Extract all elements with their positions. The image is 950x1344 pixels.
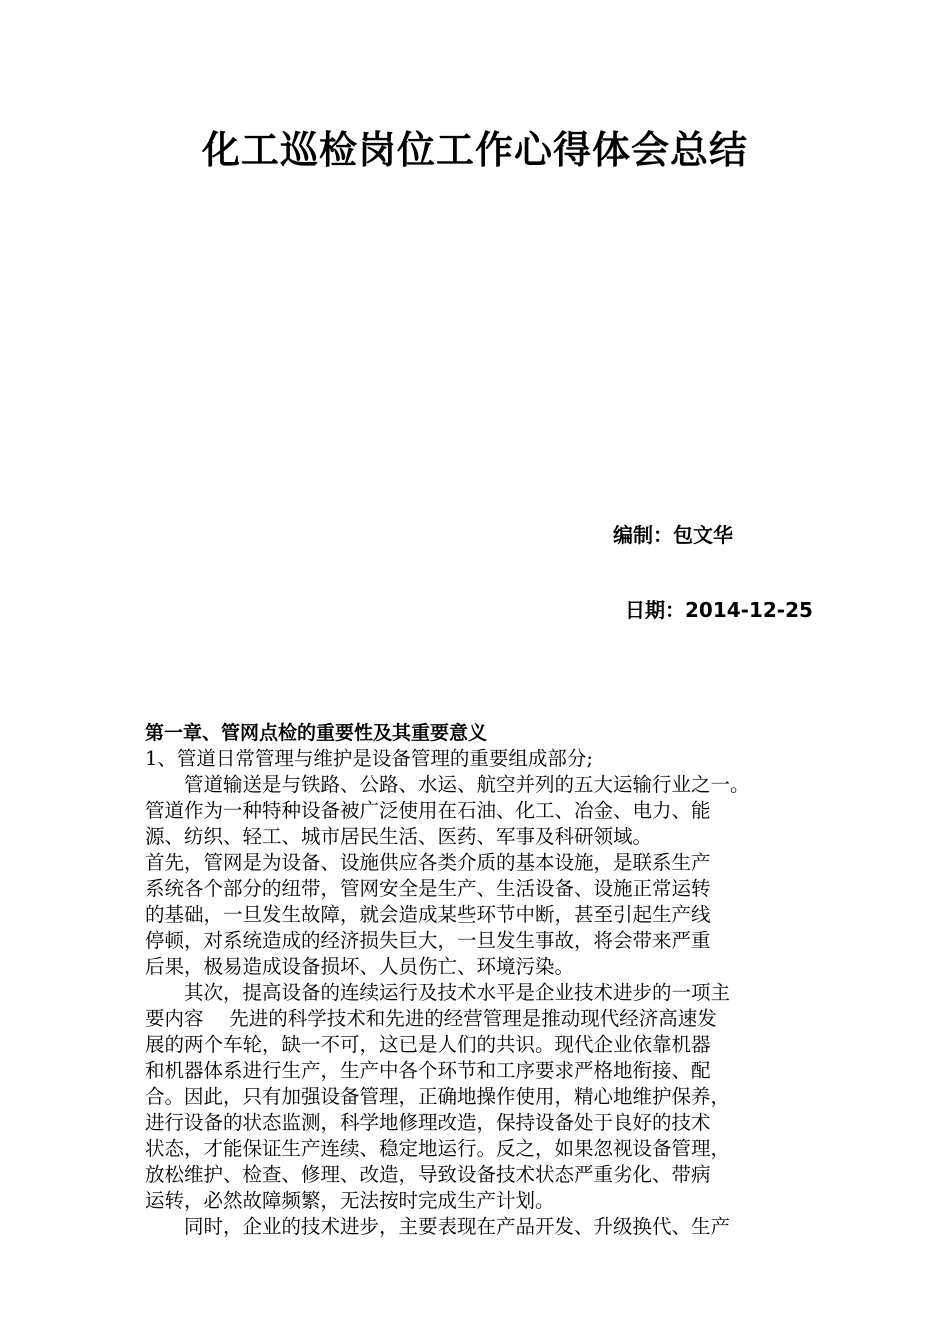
body-line: 合。因此，只有加强设备管理，正确地操作使用，精心地维护保养， [145,1085,731,1108]
body-line: 运转，必然故障频繁，无法按时完成生产计划。 [145,1189,555,1212]
body-line: 放松维护、检查、修理、改造，导致设备技术状态严重劣化、带病 [145,1163,711,1186]
body-line: 的基础，一旦发生故障，就会造成某些环节中断，甚至引起生产线 [145,903,711,926]
body-line: 管道输送是与铁路、公路、水运、航空并列的五大运输行业之一。 [145,773,750,796]
author-line: 编制：包文华 [613,523,733,547]
body-text [145,720,810,1240]
body-line: 和机器体系进行生产，生产中各个环节和工序要求严格地衔接、配 [145,1059,711,1082]
body-line: 首先，管网是为设备、设施供应各类介质的基本设施，是联系生产 [145,851,711,874]
body-line: 其次，提高设备的连续运行及技术水平是企业技术进步的一项主 [145,981,731,1004]
body-line: 1、管道日常管理与维护是设备管理的重要组成部分; [145,747,593,770]
body-line: 后果，极易造成设备损坏、人员伤亡、环境污染。 [145,955,575,978]
document-title: 化工巡检岗位工作心得体会总结 [201,128,748,172]
body-line: 系统各个部分的纽带，管网安全是生产、生活设备、设施正常运转 [145,877,711,900]
body-line: 要内容 先进的科学技术和先进的经营管理是推动现代经济高速发 [145,1007,717,1030]
body-line: 停顿，对系统造成的经济损失巨大，一旦发生事故，将会带来严重 [145,929,711,952]
chapter-heading: 第一章、管网点检的重要性及其重要意义 [145,722,488,744]
date-line: 日期：2014-12-25 [625,598,813,622]
body-line: 同时，企业的技术进步，主要表现在产品开发、升级换代、生产 [145,1215,731,1238]
body-line: 展的两个车轮，缺一不可，这已是人们的共识。现代企业依靠机器 [145,1033,711,1056]
body-line: 进行设备的状态监测，科学地修理改造，保持设备处于良好的技术 [145,1111,711,1134]
body-line: 状态，才能保证生产连续、稳定地运行。反之，如果忽视设备管理， [145,1137,731,1160]
body-line: 源、纺织、轻工、城市居民生活、医药、军事及科研领域。 [145,825,653,848]
body-line: 管道作为一种特种设备被广泛使用在石油、化工、冶金、电力、能 [145,799,711,822]
